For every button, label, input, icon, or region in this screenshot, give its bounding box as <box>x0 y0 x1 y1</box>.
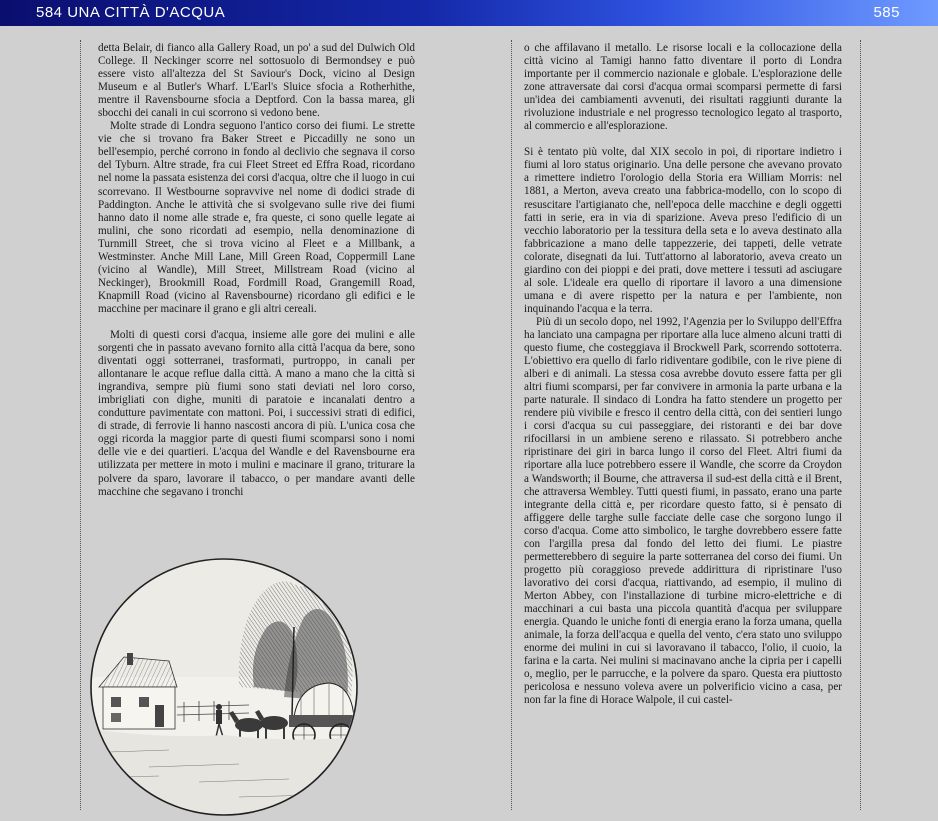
right-text-column <box>524 42 842 707</box>
paragraph: Si è tentato più volte, dal XIX secolo in poi, di riportare indietro i fiumi al loro status originario. Una delle persone che avevano provato a rimettere indietro l'orologio della Storia era William Morris: nel 1881, a Merton, aveva creato una fabbrica-modello, con lo scopo di resuscitare l'artigianato che, nell'epoca delle macchine e degli oggetti fatti in serie, era in via di sparizione. Aveva preso l'edificio di un vecchio laboratorio per la tessitura della seta e lo aveva destinato alla fabbricazione a mano delle tappezzerie, dei tappeti, delle vetrate colorate, disegnati da lui. Tutt'attorno al laboratorio, aveva creato un giardino con dei pioppi e dei prati, dove mettere i tessuti ad asciugare al sole. L'ideale era quello di riportare il lavoro a una dimensione umana e di avere rispetto per la natura e per l'ambiente, non inquinando l'acqua e la terra. <box>524 146 842 315</box>
right-margin-rule <box>860 40 861 810</box>
left-margin-rule <box>80 40 81 810</box>
page-header-bar <box>0 0 938 26</box>
paragraph: o che affilavano il metallo. Le risorse locali e la collocazione della città vicino al Tamigi hanno fatto diventare il porto di Londra importante per il commercio nazionale e globale. L'esplorazione delle zone attraversate dai corsi d'acqua ormai scomparsi permette di farsi un'idea dei cambiamenti avvenuti, dei risultati raggiunti durante la rivoluzione industriale e nel progresso tecnologico legato al trasporto, al commercio e all'esplorazione. <box>524 42 842 133</box>
paragraph: Molti di questi corsi d'acqua, insieme alle gore dei mulini e alle sorgenti che in passato avevano fornito alla città l'acqua da bere, sono diventati oggi sotterranei, trasformati, purtroppo, in canali per allontanare le acque reflue dalla città. A mano a mano che la città si ingrandiva, sempre più fiumi sono stati deviati nel loro corso, imbrigliati con dighe, muniti di paratoie e incanalati dentro a condutture pavimentate con mattoni. Poi, i successivi strati di edifici, di strade, di ferrovie li hanno nascosti ancora di più. L'unica cosa che oggi ricorda la maggior parte di questi fiumi scomparsi sono i nomi delle vie e dei quartieri. L'acqua del Wandle e del Ravensbourne era utilizzata per mettere in moto i mulini e macinare il grano, triturare la polvere da sparo, lavorare il tabacco, o per mandare avanti delle macchine che segavano i tronchi <box>98 328 415 498</box>
gutter-rule <box>511 40 512 810</box>
right-page-number: 585 <box>873 4 900 21</box>
left-page-number: 584 <box>36 4 63 21</box>
paragraph: Più di un secolo dopo, nel 1992, l'Agenzia per lo Sviluppo dell'Effra ha lanciato una campagna per riportare alla luce almeno alcuni tratti di questo fiume, che costeggiava il Brockwell Park, scorrendo sottoterra. L'obiettivo era quello di farlo ridiventare godibile, con le rive piene di alberi e di animali. La stessa cosa avrebbe dovuto essere fatta per gli altri fiumi scomparsi, per far convivere in armonia la parte urbana e la parte naturale. Il sindaco di Londra ha fatto stendere un progetto per rendere più vivibile e fresco il centro della città, con dei sentieri lungo i corsi d'acqua su cui passeggiare, dei ristoranti e dei bar dove rifocillarsi in un ambiene sereno e rilassato. Si potrebbero anche ripristinare dei giri in barca lungo il corso del Fleet. Altri fiumi da riportare alla luce potrebbero essere il Wandle, che scorre da Croydon a Wandsworth; il Bourne, che attraversa il sud-est della città e il Brent, che attraversa Wembley. Tutti questi fiumi, in passato, erano una parte integrante della città e, per ricordare questo fatto, si è pensato di affiggere delle targhe sulle facciate delle case che sorgono lungo il corso d'acqua. Come atto simbolico, le targhe dovrebbero essere fatte con l'argilla presa dal fondo del letto dei fiumi. Le piastre permetterebbero di seguire la parte sotterranea del corso dei fiumi. Un progetto più coraggioso prevede addirittura di ripristinare l'uso lavorativo dei corsi d'acqua, riattivando, ad esempio, il mulino di Merton Abbey, con l'installazione di turbine micro-elettriche e di macchinari a cui basta una piccola quantità d'acqua per sviluppare energia. Quando le uniche fonti di energia erano la forza umana, quella animale, la forza dell'acqua e quella del vento, c'era stato uno sviluppo enorme dei mulini in cui si lavoravano il tabacco, l'olio, il cuoio, la farina e la carta. Nei mulini si macinavano anche la cipria per i capelli o, meglio, per le parrucche, e la polvere da sparo. Questa era piuttosto pericolosa e nessuno voleva avere un polverificio vicino a casa, per non far la fine di Horace Walpole, il cui castel- <box>524 315 842 707</box>
paragraph: detta Belair, di fianco alla Gallery Road, un po' a sud del Dulwich Old College. Il Neckinger scorre nel sottosuolo di Bermondsey e può essere visto all'altezza del St Saviour's Dock, vicino al Design Museum e al Butler's Wharf. L'Earl's Sluice sfocia a Rotherhithe, mentre il Ravensbourne sfocia a Deptford. Con la bassa marea, gli sbocchi dei canali in cui scorrono si vedono bene. <box>98 42 415 120</box>
left-running-head <box>36 0 225 26</box>
left-text-column <box>98 42 415 499</box>
chapter-title: UNA CITTÀ D'ACQUA <box>67 4 226 21</box>
paragraph: Molte strade di Londra seguono l'antico corso dei fiumi. Le strette vie che si trovano fra Baker Street e Piccadilly ne sono un bell'esempio, perché corrono in fondo al declivio che segnava il corso del Tyburn. Altre strade, fra cui Fleet Street ed Effra Road, ricordano nel nome la passata esistenza dei corsi d'acqua, oltre che il luogo in cui scorrevano. Il Westbourne sopravvive nel nome di dodici strade di Paddington. Anche le attività che si svolgevano sulle rive dei fiumi hanno dato il nome alle strade e, fra queste, ci sono quelle legate ai mulini, che sono ricordati ad esempio, nella denominazione di Turnmill Street, che si trova vicino al Fleet e a Millbank, a Westminster. Anche Mill Lane, Mill Green Road, Coppermill Lane (vicino al Wandle), Mill Street, Millstream Road (vicino al Neckinger), Brookmill Road, Fordmill Road, Grangemill Road, Knapmill Road (vicino al Ravensbourne) ricordano gli edifici e le macchine per macinare il grano e gli altri cereali. <box>98 120 415 315</box>
engraving-illustration <box>89 557 359 817</box>
